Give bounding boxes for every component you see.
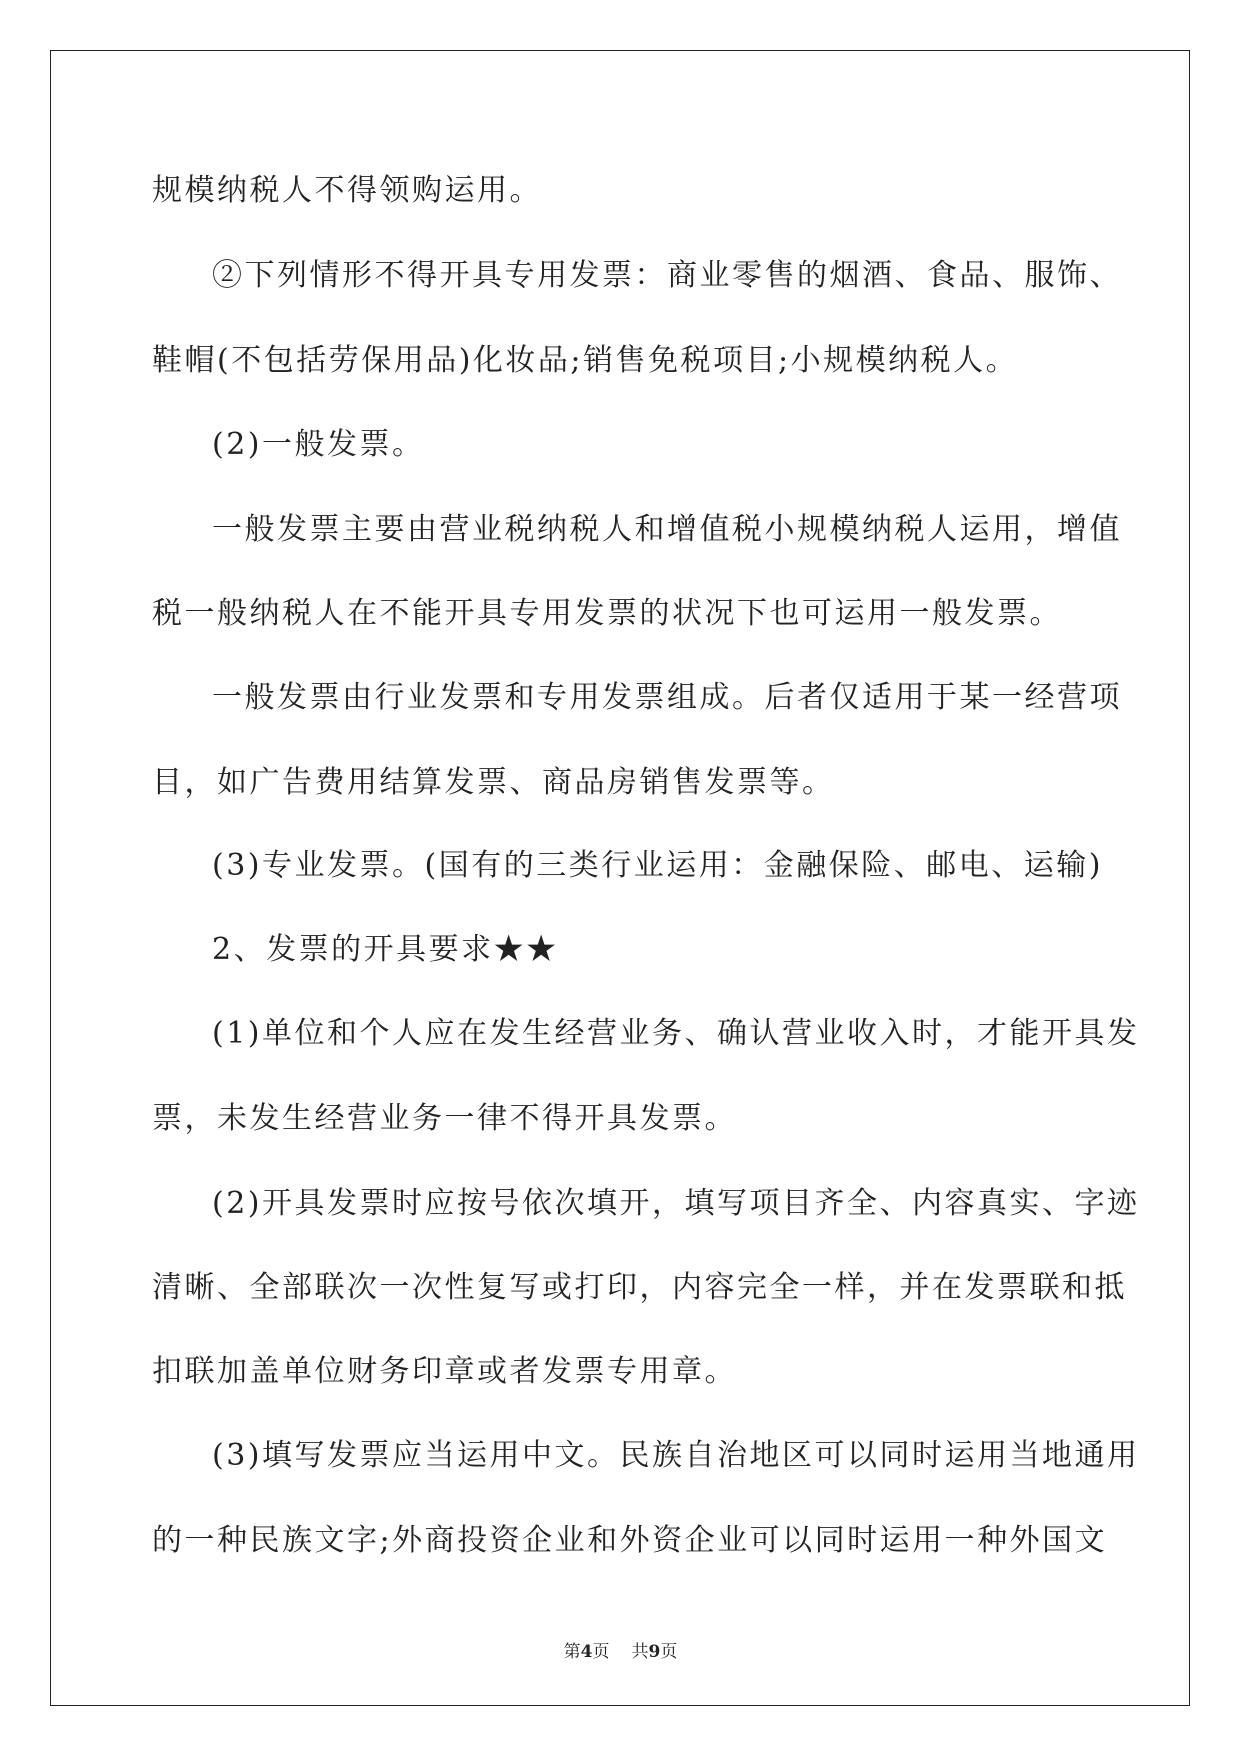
body-line: 鞋帽(不包括劳保用品)化妆品;销售免税项目;小规模纳税人。 xyxy=(152,343,1019,378)
page-prefix: 第 xyxy=(563,1642,581,1662)
total-prefix: 共 xyxy=(631,1642,649,1662)
body-line: 一般发票主要由营业税纳税人和增值税小规模纳税人运用，增值 xyxy=(212,512,1122,547)
body-line: ②下列情形不得开具专用发票：商业零售的烟酒、食品、服饰、 xyxy=(212,258,1122,293)
section-heading: 2、发票的开具要求★★ xyxy=(212,932,559,967)
body-line: (2)开具发票时应按号依次填开，填写项目齐全、内容真实、字迹 xyxy=(212,1186,1140,1221)
body-line: (3)填写发票应当运用中文。民族自治地区可以同时运用当地通用 xyxy=(212,1438,1140,1473)
body-line: 的一种民族文字;外商投资企业和外资企业可以同时运用一种外国文 xyxy=(152,1523,1108,1558)
body-line: 目，如广告费用结算发票、商品房销售发票等。 xyxy=(152,765,835,800)
body-line: 规模纳税人不得领购运用。 xyxy=(152,173,542,208)
body-line: 票，未发生经营业务一律不得开具发票。 xyxy=(152,1101,737,1136)
total-suffix: 页 xyxy=(660,1642,678,1662)
section-heading: (2)一般发票。 xyxy=(212,427,425,462)
body-line: (1)单位和个人应在发生经营业务、确认营业收入时，才能开具发 xyxy=(212,1016,1140,1051)
body-line: 一般发票由行业发票和专用发票组成。后者仅适用于某一经营项 xyxy=(212,680,1122,715)
section-heading: (3)专业发票。(国有的三类行业运用：金融保险、邮电、运输) xyxy=(212,848,1103,883)
page-number: 4 xyxy=(580,1642,593,1662)
total-pages: 9 xyxy=(648,1642,661,1662)
page-suffix: 页 xyxy=(592,1642,610,1662)
page-footer xyxy=(0,1637,1241,1662)
body-line: 扣联加盖单位财务印章或者发票专用章。 xyxy=(152,1354,737,1389)
body-line: 税一般纳税人在不能开具专用发票的状况下也可运用一般发票。 xyxy=(152,596,1062,631)
body-line: 清晰、全部联次一次性复写或打印，内容完全一样，并在发票联和抵 xyxy=(152,1270,1127,1305)
